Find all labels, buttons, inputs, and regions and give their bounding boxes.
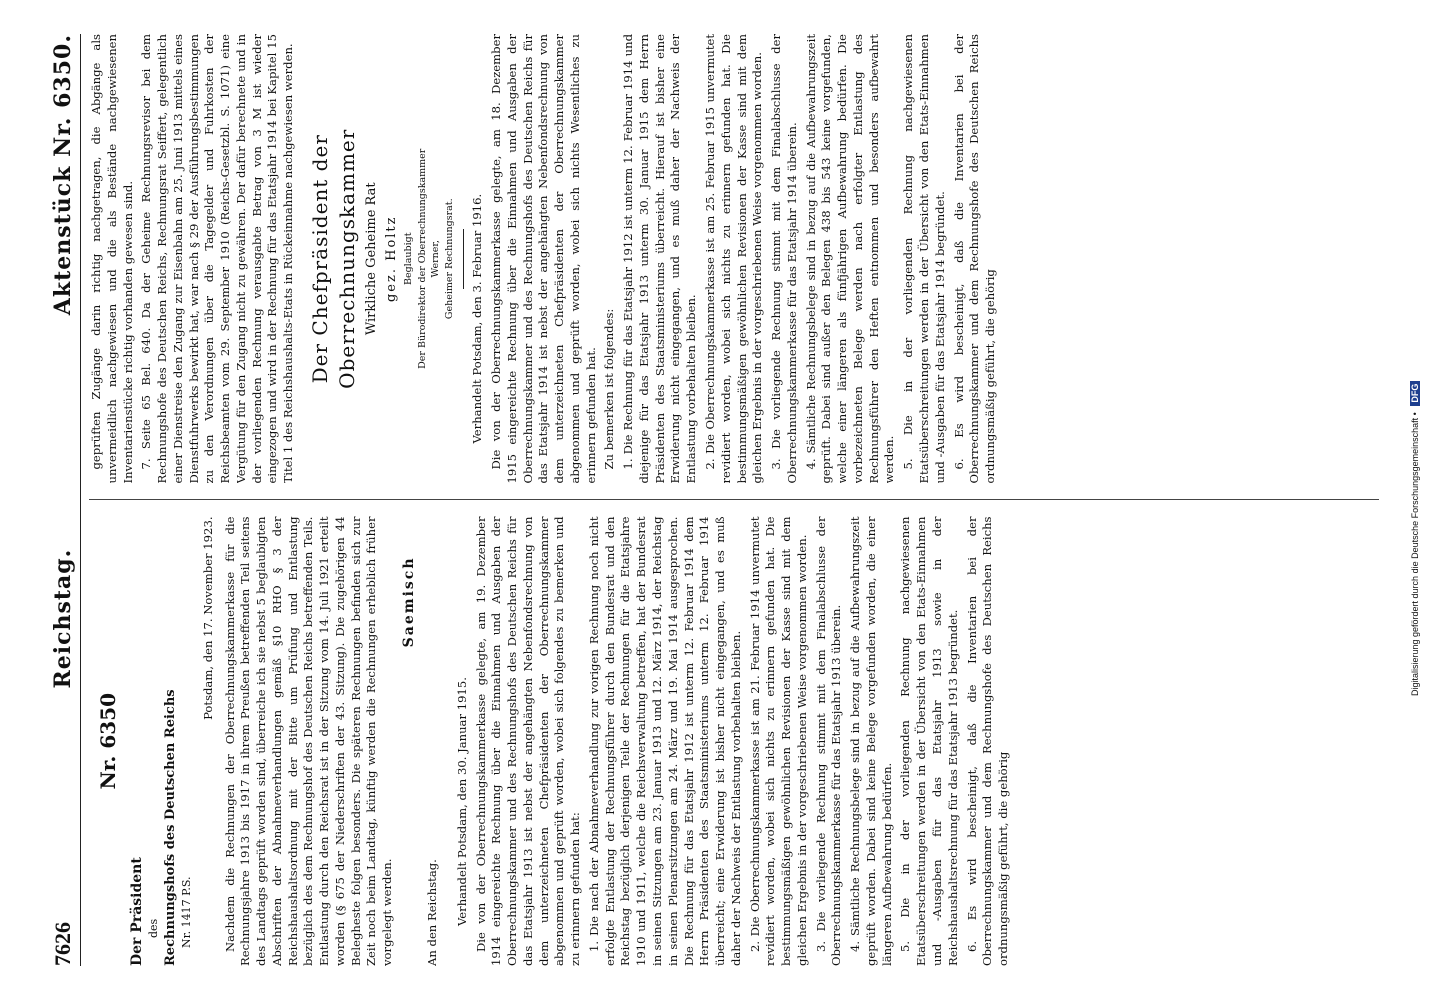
- running-head: [50, 34, 81, 966]
- protocol-paragraph: 5. Die in der vorliegenden Rechnung nachgewiesenen Etatsüberschreitungen werden in der Übersicht von den Etats-Einnahmen und -Ausgaben für das Etatsjahr 1914 begründet.: [901, 34, 947, 484]
- letter-signature: Saemisch: [400, 556, 417, 648]
- sender-connector: des: [147, 918, 161, 938]
- letter-body: Nachdem die Rechnungen der Oberrechnungskammerkasse für die Rechnungsjahre 1913 bis 1917 in ihrem Preußen betreffenden Teil seitens des Landtags geprüft worden sind, überreiche ich sie nebst 5 beglaubigten Abschriften der Abnahmeverhandlungen gemäß §10 RHO § 3 der Reichshaushaltsordnung mit der Bitte um Prüfung und Entlastung bezüglich des dem Rechnungshof des Deutschen Reichs betreffenden Teils. Entlastung durch den Reichsrat ist in der Sitzung vom 14. Juli 1921 erteilt worden (§ 675 der Niederschriften der 43. Sitzung). Die zugehörigen 44 Belegheste folgen besonders. Die späteren Rechnungen befinden sich zur Zeit noch beim Landtag, künftig werden die Rechnungen erheblich früher vorgelegt werden.: [222, 516, 395, 966]
- protocol-paragraph: 6. Es wird bescheinigt, daß die Inventarien bei der Oberrechnungskammer und dem Rechnungshofe des Deutschen Reichs ordnungsmäßig geführt, die gehörig: [951, 34, 998, 484]
- addressee: An den Reichstag.: [425, 859, 440, 966]
- protocol-paragraph: 4. Sämtliche Rechnungsbelege sind in bezug auf die Aufbewahrungszeit geprüft worden. Dabei sind keine Belege vorgefunden worden, die einer längeren Aufbewahrung bedürfen.: [848, 516, 894, 966]
- left-column: [89, 517, 1379, 967]
- running-head-title: Reichstag.: [50, 548, 76, 689]
- certifier-office: Der Bürodirektor der Oberrechnungskammer: [416, 148, 428, 369]
- document-page: [40, 20, 1410, 980]
- protocol-paragraph: 3. Die vorliegende Rechnung stimmt mit dem Finalabschlusse der Oberrechnungskammerkasse für das Etatsjahr 1914 überein.: [769, 34, 799, 484]
- protocol-paragraph: 1. Die nach der Abnahmeverhandlung zur vorigen Rechnung noch nicht erfolgte Entlastung der Rechnungsführer durch den Bundesrat und den Reichstag bezüglich derjenigen Teile der Rechnungen für die Etatsjahre 1910 und 1911, welche die Reichsverwaltung betreffen, hat der Bundesrat in seinen Sitzungen am 23. Januar 1913 und 12. März 1914, der Reichstag in seinen Plenarsitzungen am 24. März und 19. Mai 1914 ausgesprochen. Die Rechnung für das Etatsjahr 1912 ist unterm 12. Februar 1914 dem Herrn Präsidenten des Staatsministeriums unterm 12. Februar 1914 überreicht; eine Erwiderung ist bisher nicht eingegangen, und es muß daher der Nachweis der Entlastung vorbehalten bleiben.: [586, 516, 743, 966]
- sender-reference: Nr. 1417 P.S.: [179, 876, 193, 948]
- certification-label: Beglaubigt: [402, 232, 414, 286]
- page-number: 7626: [50, 922, 75, 966]
- protocol-paragraph: 4. Sämtliche Rechnungsbelege sind in bezug auf die Aufbewahrungszeit geprüft. Dabei sind außer den Belegen 438 bis 543 keine vorgefunden, welche einer längeren als fünfjährigen Aufbewahrung bedürfen. Die vorbezeichneten Belege werden nach erfolgter Entlastung des Rechnungsführer den Heften entnommen und besonders aufbewahrt werden.: [803, 34, 897, 484]
- protocol-paragraph: 3. Die vorliegende Rechnung stimmt mit dem Finalabschlusse der Oberrechnungskammerkasse für das Etatsjahr 1913 überein.: [813, 516, 844, 966]
- sender-block: [128, 517, 195, 967]
- right-column: [89, 34, 1379, 484]
- certifier-rank: Geheimer Rechnungsrat.: [444, 198, 456, 320]
- certifier-name: Werner,: [430, 240, 442, 278]
- protocol-heading: Verhandelt Potsdam, den 30. Januar 1915.: [454, 677, 469, 926]
- digitization-note-text: Digitalisierung gefördert durch die Deutsche Forschungsgemeinschaft •: [1410, 412, 1420, 696]
- protocol-paragraph: 2. Die Oberrechnungskammerkasse ist am 21. Februar 1914 unvermutet revidiert worden, wobei sich nichts zu erinnern gefunden hat. Die bestimmungsmäßigen gewöhnlichen Revisionen der Kasse sind mit dem gleichen Ergebnis in der vorgeschriebenen Weise vorgenommen worden.: [747, 516, 809, 966]
- letter-date: Potsdam, den 17. November 1923.: [200, 516, 215, 720]
- dfg-logo: DFG: [1410, 381, 1420, 406]
- sender-institution: Rechnungshofs des Deutschen Reichs: [163, 689, 179, 966]
- protocol-paragraph: Die von der Oberrechnungskammerkasse gelegte, am 19. Dezember 1914 eingereichte Rechnung über die Einnahmen und Ausgaben der Oberrechnungskammer und des Rechnungshofs des Deutschen Reichs für das Etatsjahr 1913 ist nebst der angehängten Nebenfondsrechnung von dem unterzeichneten Chefpräsidenten der Oberrechnungskammer abgenommen und geprüft worden, wobei sich folgendes zu bemerken und zu erinnern gefunden hat:: [473, 516, 583, 966]
- text-columns: [89, 34, 1379, 966]
- protocol-heading: Verhandelt Potsdam, den 3. Februar 1916.: [470, 193, 485, 444]
- protocol-paragraph: 6. Es wird bescheinigt, daß die Inventarien bei der Oberrechnungskammer und dem Rechnungshofe des Deutschen Reichs ordnungsmäßig geführt, die gehörig: [964, 516, 1011, 966]
- protocol-paragraph: 2. Die Oberrechnungskammerkasse ist am 25. Februar 1915 unvermutet revidiert worden, wobei sich nichts zu erinnern gefunden hat. Die bestimmungsmäßigen gewöhnlichen Revisionen der Kasse sind mit dem gleichen Ergebnis in der vorgeschriebenen Weise vorgenommen worden.: [703, 34, 765, 484]
- digitization-note: [1408, 6, 1428, 706]
- protocol-paragraph: 7. Seite 65 Bel. 640. Da der Geheime Rechnungsrevisor bei dem Rechnungshofe des Deutschen Reichs, Rechnungsrat Seiffert, gelegentlich einer Dienstreise den Zugang zur Eisenbahn am 25. Juni 1913 mittels eines Dienstfuhrwerks bewirkt hat, war nach § 29 der Ausführungsbestimmungen zu den Verordnungen über die Tagegelder und Fuhrkosten der Reichsbeamten vom 29. September 1910 (Reichs-Gesetzbl. S. 1071) eine Vergütung für den Zugang nicht zu gewähren. Der dafür berechnete und in der vorliegenden Rechnung verausgabte Betrag von 3 M ist wieder eingezogen und wird in der Rechnung für das Etatsjahr 1914 bei Kapitel 15 Titel 1 des Reichshaushalts-Etats in Rückeinnahme nachgewiesen werden.: [139, 34, 296, 484]
- protocol-paragraph: 5. Die in der vorliegenden Rechnung nachgewiesenen Etatsüberschreitungen werden in der Übersicht von den Etats-Einnahmen und -Ausgaben für das Etatsjahr 1913 sowie in der Reichshaushaltsrechnung für das Etatsjahr 1913 begründet.: [898, 516, 960, 966]
- sender-title: Der Präsident: [129, 857, 146, 966]
- running-head-document-number: Aktenstück Nr. 6350.: [50, 34, 76, 316]
- protocol-paragraph: 1. Die Rechnung für das Etatsjahr 1912 ist unterm 12. Februar 1914 und diejenige für das Etatsjahr 1913 unterm 30. Januar 1915 dem Herrn Präsidenten des Staatsministeriums überreicht. Hierauf ist bisher eine Erwiderung nicht eingegangen, und es muß daher der Nachweis der Entlastung vorbehalten bleiben.: [621, 34, 699, 484]
- section-rule: [463, 229, 464, 289]
- protocol-paragraph: geprüften Zugänge darin richtig nachgetragen, die Abgänge als unvermeidlich nachgewiesen und die als Bestände nachgewiesenen Inventarienstücke richtig vorhanden gewesen sind.: [89, 34, 135, 484]
- document-number-heading: Nr. 6350: [96, 692, 120, 790]
- signatory-rank: Wirkliche Geheime Rat: [364, 182, 380, 336]
- protocol-paragraph: Die von der Oberrechnungskammerkasse gelegte, am 18. Dezember 1915 eingereichte Rechnung über die Einnahmen und Ausgaben der Oberrechnungskammer und des Rechnungshofs des Deutschen Reichs für das Etatsjahr 1914 ist nebst der angehängten Nebenfondsrechnung von dem unterzeichneten Chefpräsidenten der Oberrechnungskammer abgenommen und geprüft worden, wobei sich nichts Wesentliches zu erinnern gefunden hat.: [489, 34, 598, 484]
- signatory-name: gez. Holtz: [384, 215, 399, 303]
- column-divider: [89, 500, 1379, 501]
- signatory-title: Der Chefpräsident der Oberrechnungskammer: [307, 128, 360, 389]
- protocol-paragraph: Zu bemerken ist folgendes:: [602, 308, 617, 470]
